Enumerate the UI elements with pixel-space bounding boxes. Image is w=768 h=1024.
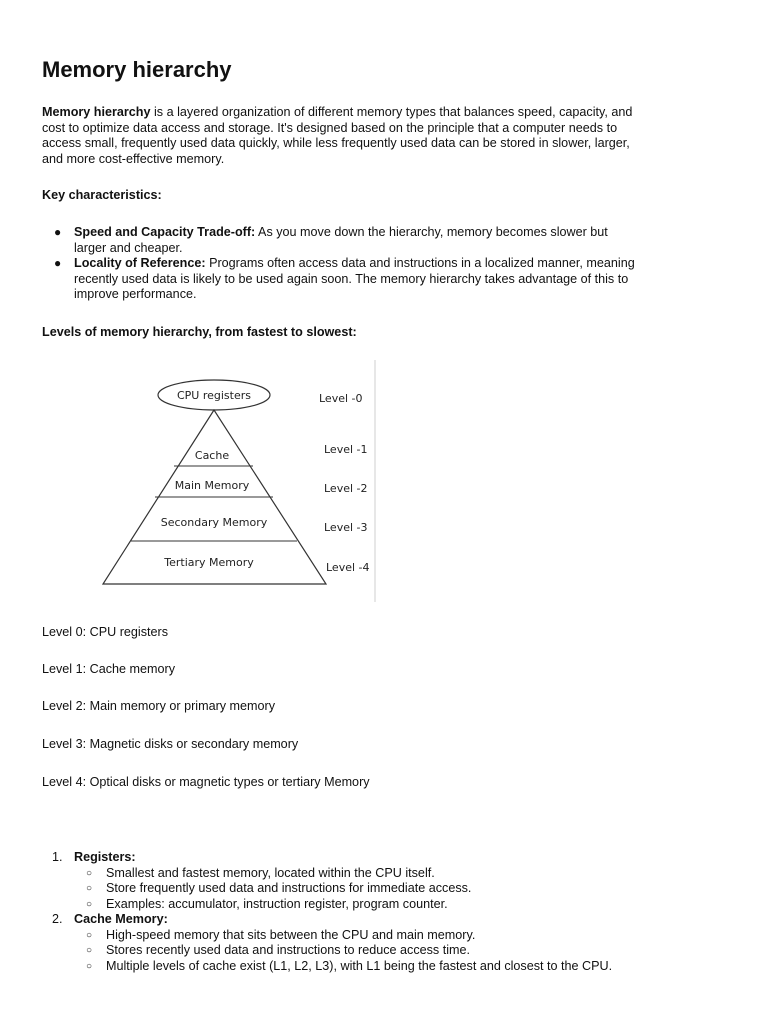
list-item	[42, 912, 662, 974]
bullet-icon: ●	[54, 225, 62, 239]
key-characteristics-heading: Key characteristics:	[42, 188, 162, 202]
level-0-label: Level -0	[319, 392, 363, 405]
key-characteristics-list	[42, 225, 642, 303]
bullet-icon: ●	[54, 256, 62, 270]
level-line-4: Level 4: Optical disks or magnetic types or tertiary Memory	[42, 775, 370, 789]
level-4-label: Level -4	[326, 561, 370, 574]
circle-bullet-icon: ○	[86, 945, 93, 956]
sub-list-text: Multiple levels of cache exist (L1, L2, L3), with L1 being the fastest and closest to the CPU.	[106, 958, 613, 973]
sub-list-item	[74, 959, 662, 975]
sub-list-item	[74, 881, 662, 897]
list-item	[42, 225, 642, 256]
list-item-text: As you move down the hierarchy, memory becomes slower but larger and cheaper.	[74, 225, 608, 255]
list-item-term: Speed and Capacity Trade-off:	[74, 225, 256, 239]
list-item-title: Cache Memory:	[74, 912, 168, 926]
page-title: Memory hierarchy	[42, 57, 232, 82]
list-item-title: Registers:	[74, 850, 136, 864]
cpu-registers-label: CPU registers	[176, 389, 252, 402]
intro-paragraph	[42, 105, 642, 167]
level-line-0: Level 0: CPU registers	[42, 625, 168, 639]
list-number: 1.	[52, 850, 63, 864]
tier-tertiary-memory-label: Tertiary Memory	[164, 556, 254, 569]
list-item-term: Locality of Reference:	[74, 256, 206, 270]
sub-list	[74, 866, 662, 913]
list-number: 2.	[52, 912, 63, 926]
tier-cache-label: Cache	[194, 449, 230, 462]
sub-list-item	[74, 866, 662, 882]
level-line-2: Level 2: Main memory or primary memory	[42, 699, 276, 713]
circle-bullet-icon: ○	[86, 867, 93, 879]
sub-list-item	[74, 897, 662, 913]
list-item	[42, 850, 662, 912]
circle-bullet-icon: ○	[86, 960, 93, 972]
memory-hierarchy-diagram	[97, 360, 397, 605]
tier-secondary-memory-label: Secondary Memory	[160, 516, 268, 529]
sub-list-text: Store frequently used data and instructions for immediate access.	[106, 881, 472, 895]
level-line-1: Level 1: Cache memory	[42, 662, 175, 676]
intro-term: Memory hierarchy	[42, 105, 151, 119]
circle-bullet-icon: ○	[86, 929, 93, 941]
list-item	[42, 256, 642, 303]
tier-main-memory-label: Main Memory	[174, 479, 250, 492]
intro-text: is a layered organization of different memory types that balances speed, capacity, and cost to optimize data access and storage. It's designed based on the principle that a computer needs to access small, frequently used data quickly, while less frequently used data can be stored in slower, larger, and more cost-effective memory.	[42, 105, 633, 166]
sub-list-text: High-speed memory that sits between the CPU and main memory.	[106, 927, 476, 942]
memory-types-list	[42, 850, 662, 974]
level-3-label: Level -3	[324, 521, 368, 534]
sub-list-text: Smallest and fastest memory, located within the CPU itself.	[106, 865, 435, 880]
sub-list-text: Stores recently used data and instructions to reduce access time.	[106, 943, 471, 957]
list-item-text: Programs often access data and instructions in a localized manner, meaning recently used data is likely to be used again soon. The memory hierarchy takes advantage of this to improve performance.	[74, 256, 635, 301]
level-1-label: Level -1	[324, 443, 368, 456]
sub-list-text: Examples: accumulator, instruction register, program counter.	[106, 896, 448, 911]
circle-bullet-icon: ○	[86, 898, 93, 910]
circle-bullet-icon: ○	[86, 883, 93, 894]
sub-list-item	[74, 928, 662, 944]
level-2-label: Level -2	[324, 482, 368, 495]
sub-list-item	[74, 943, 662, 959]
level-line-3: Level 3: Magnetic disks or secondary memory	[42, 737, 299, 751]
levels-heading: Levels of memory hierarchy, from fastest to slowest:	[42, 325, 357, 339]
sub-list	[74, 928, 662, 975]
